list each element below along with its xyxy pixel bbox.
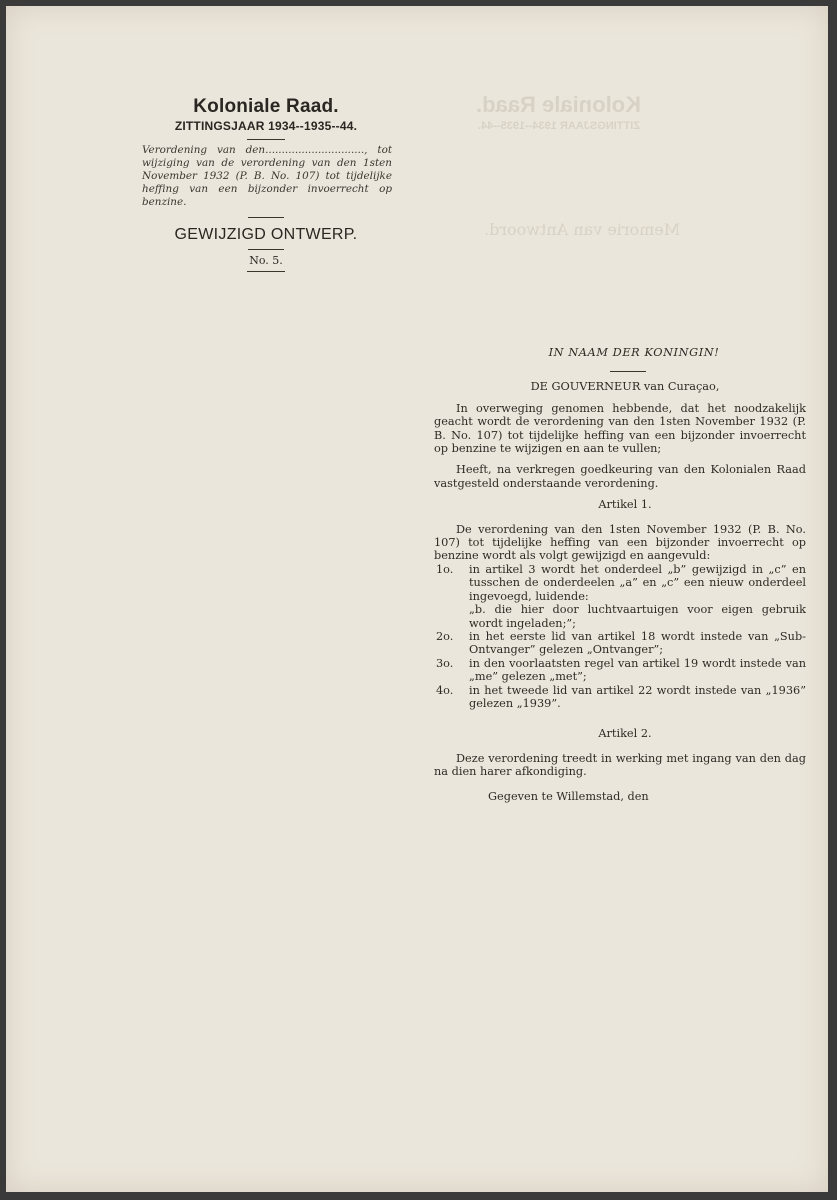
header-divider: [248, 249, 284, 250]
article-2-heading: Artikel 2.: [598, 727, 652, 741]
list-item: [434, 657, 806, 684]
council-title: Koloniale Raad.: [193, 96, 339, 117]
item-text: in artikel 3 wordt het onderdeel „b” gewijzigd in „c” en tusschen de onderdeelen „a” en „c” een nieuw onderdeel ingevoegd, luidende:: [469, 562, 806, 603]
header-divider: [248, 217, 284, 218]
approval-paragraph: Heeft, na verkregen goedkeuring van den Kolonialen Raad vastgesteld onderstaande verordening.: [434, 463, 806, 490]
header-divider: [247, 139, 285, 140]
item-number: 1o.: [436, 562, 454, 576]
item-text: in het tweede lid van artikel 22 wordt instede van „1936” gelezen „1939”.: [469, 683, 806, 710]
article-1-intro: De verordening van den 1sten November 1932 (P. B. No. 107) tot tijdelijke heffing van een bijzonder invoerrecht op benzine wordt als volgt gewijzigd en aangevuld:: [434, 522, 806, 563]
invocation: IN NAAM DER KONINGIN!: [548, 346, 720, 359]
item-text: in het eerste lid van artikel 18 wordt instede van „Sub-Ontvanger” gelezen „Ontvanger”;: [469, 629, 806, 657]
session-year: ZITTINGSJAAR 1934--1935--44.: [174, 119, 358, 133]
item-number: 2o.: [436, 629, 454, 643]
document-page: [6, 6, 828, 1192]
ordinance-description: Verordening van den.............................., tot wijziging van de verordening van den 1sten November 1932 (P. B. No. 107) tot tijdelijke heffing van een bijzonder invoerrecht op benzine.: [142, 144, 392, 208]
consideration-paragraph: In overweging genomen hebbende, dat het noodzakelijk geacht wordt de verordening van den 1sten November 1932 (P. B. No. 107) tot tijdelijke heffing van een bijzonder invoerrecht op benzine te wijzigen en aan te vullen;: [434, 401, 806, 456]
item-subclause: „b. die hier door luchtvaartuigen voor eigen gebruik wordt ingeladen;”;: [469, 603, 806, 630]
ordinance-body: [434, 346, 806, 803]
item-text: in den voorlaatsten regel van artikel 19 wordt instede van „me” gelezen „met”;: [469, 656, 806, 684]
given-at-line: Gegeven te Willemstad, den: [488, 789, 649, 803]
header-divider: [247, 271, 285, 272]
document-number: No. 5.: [249, 254, 283, 267]
item-number: 4o.: [436, 683, 454, 697]
article-2-text: Deze verordening treedt in werking met ingang van den dag na dien harer afkondiging.: [434, 751, 806, 779]
body-divider: [610, 371, 646, 372]
bleed-through-session: ZITTINGSJAAR 1934--1935--44.: [478, 120, 640, 132]
list-item: [434, 684, 806, 711]
amendment-list: [434, 563, 806, 710]
bleed-through-memo: Memorie van Antwoord.: [484, 220, 681, 239]
list-item: [434, 563, 806, 630]
governor-line: DE GOUVERNEUR van Curaçao,: [530, 380, 720, 394]
draft-label: GEWIJZIGD ONTWERP.: [174, 226, 358, 243]
document-header: [136, 96, 396, 276]
list-item: [434, 630, 806, 657]
article-1-heading: Artikel 1.: [598, 498, 652, 512]
bleed-through-title: Koloniale Raad.: [476, 92, 642, 117]
item-number: 3o.: [436, 656, 454, 670]
